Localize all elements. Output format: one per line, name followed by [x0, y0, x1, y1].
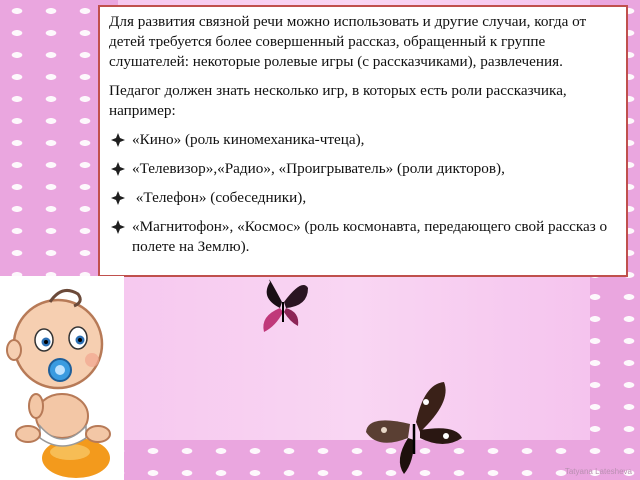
bullet-text: «Телефон» (собеседники),	[132, 189, 307, 206]
list-item	[109, 130, 618, 150]
baby-illustration	[0, 276, 124, 480]
butterfly-icon	[256, 272, 312, 334]
bullet-text: «Магнитофон», «Космос» (роль космонавта, передающего свой рассказ о полете на Землю).	[132, 218, 608, 255]
butterfly-icon	[364, 380, 464, 476]
watermark: Tatyana Latesheva	[564, 467, 632, 476]
bullet-list	[109, 130, 618, 257]
bullet-diamond-icon	[111, 220, 125, 234]
bullet-diamond-icon	[111, 191, 125, 205]
bullet-diamond-icon	[111, 133, 125, 147]
list-item	[109, 217, 618, 257]
paragraph-1: Для развития связной речи можно использовать и другие случаи, когда от детей требуется более совершенный рассказ, обращенный к группе слушателей: некоторые ролевые игры (с рассказчиками), развлечения.	[109, 13, 587, 70]
list-item	[109, 159, 618, 179]
list-item	[109, 188, 618, 208]
bullet-text: «Телевизор»,«Радио», «Проигрыватель» (роли дикторов),	[132, 160, 505, 177]
bullet-text: «Кино» (роль киномеханика-чтеца),	[132, 131, 365, 148]
paragraph-2: Педагог должен знать несколько игр, в которых есть роли рассказчика, например:	[109, 82, 567, 119]
text-panel	[98, 5, 628, 277]
bullet-diamond-icon	[111, 162, 125, 176]
